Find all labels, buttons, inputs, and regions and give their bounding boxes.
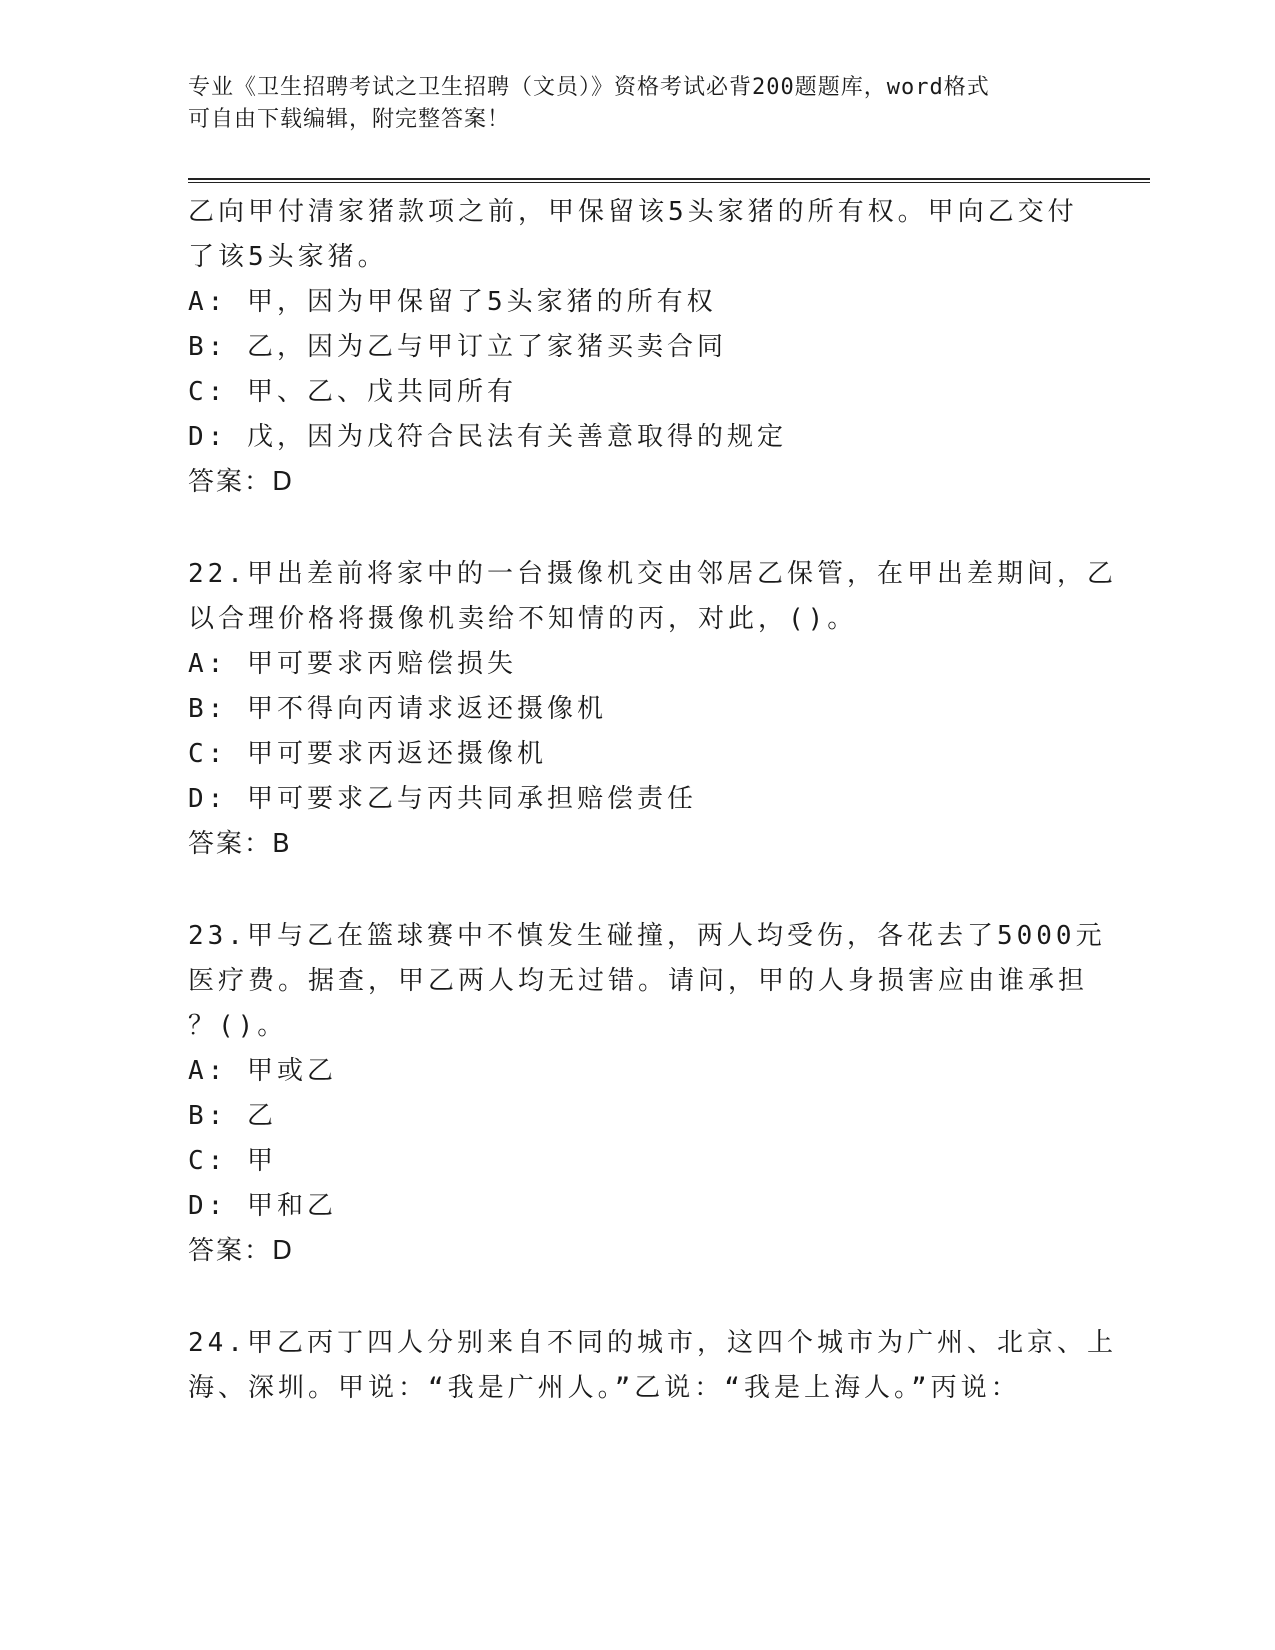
question-stem-line: 乙向甲付清家猪款项之前，甲保留该5头家猪的所有权。甲向乙交付 (188, 197, 1078, 227)
question-stem-line: 23.甲与乙在篮球赛中不慎发生碰撞，两人均受伤，各花去了5000元 (188, 921, 1106, 951)
question-22 (188, 552, 1117, 867)
question-23 (188, 914, 1106, 1274)
question-stem-line: ？()。 (188, 1011, 288, 1041)
option-d: D: 甲和乙 (188, 1191, 337, 1221)
header-line-1: 专业《卫生招聘考试之卫生招聘（文员）》资格考试必背200题题库，word格式 (188, 75, 990, 100)
header-divider (188, 178, 1150, 183)
document-header (188, 72, 1088, 136)
option-b: B: 甲不得向丙请求返还摄像机 (188, 694, 607, 724)
question-stem-line: 了该5头家猪。 (188, 242, 388, 272)
option-b: B: 乙 (188, 1101, 277, 1131)
option-d: D: 甲可要求乙与丙共同承担赔偿责任 (188, 784, 697, 814)
option-b: B: 乙，因为乙与甲订立了家猪买卖合同 (188, 332, 727, 362)
option-a: A: 甲或乙 (188, 1056, 337, 1086)
question-stem-line: 以合理价格将摄像机卖给不知情的丙，对此，()。 (188, 604, 858, 634)
document-body (188, 190, 1117, 1411)
question-21 (188, 190, 1088, 505)
answer-line: 答案：D (188, 467, 295, 497)
question-spacer (188, 867, 1088, 914)
option-d: D: 戊，因为戊符合民法有关善意取得的规定 (188, 422, 787, 452)
option-c: C: 甲可要求丙返还摄像机 (188, 739, 547, 769)
question-stem-line: 医疗费。据查，甲乙两人均无过错。请问，甲的人身损害应由谁承担 (188, 966, 1089, 996)
header-line-2: 可自由下载编辑，附完整答案！ (188, 107, 511, 132)
option-a: A: 甲可要求丙赔偿损失 (188, 649, 517, 679)
question-stem-line: 海、深圳。甲说：“我是广州人。”乙说：“我是上海人。”丙说： (188, 1373, 1021, 1403)
answer-line: 答案：D (188, 1236, 295, 1266)
answer-line: 答案：B (188, 829, 292, 859)
question-spacer (188, 505, 1088, 552)
question-24 (188, 1321, 1117, 1411)
option-a: A: 甲，因为甲保留了5头家猪的所有权 (188, 287, 717, 317)
question-stem-line: 24.甲乙丙丁四人分别来自不同的城市，这四个城市为广州、北京、上 (188, 1328, 1117, 1358)
question-spacer (188, 1274, 1088, 1321)
option-c: C: 甲 (188, 1146, 277, 1176)
question-stem-line: 22.甲出差前将家中的一台摄像机交由邻居乙保管，在甲出差期间，乙 (188, 559, 1117, 589)
option-c: C: 甲、乙、戊共同所有 (188, 377, 517, 407)
